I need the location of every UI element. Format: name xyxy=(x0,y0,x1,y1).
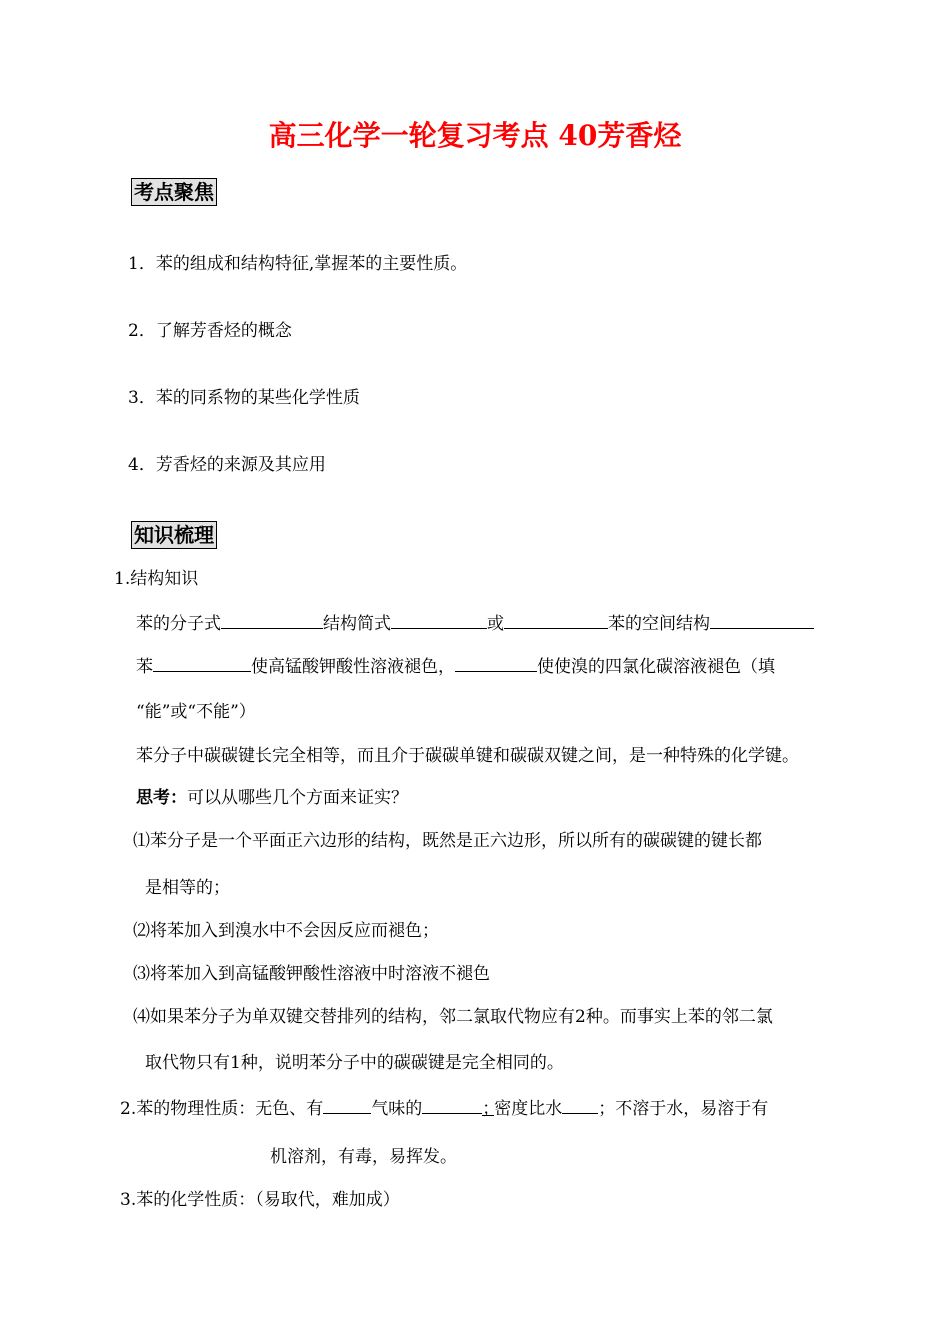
blank-odor[interactable] xyxy=(323,1095,371,1114)
physical-text-c-blank xyxy=(482,1097,500,1119)
think-label: 思考： xyxy=(136,788,187,808)
blank-structural-formula-alt[interactable] xyxy=(504,610,608,629)
physical-text-d: 密度比水 xyxy=(494,1099,563,1119)
point-4a: ⑷如果苯分子为单双键交替排列的结构，邻二氯取代物应有2种。而事实上苯的邻二氯 xyxy=(133,1007,773,1027)
text-space-structure-label: 苯的空间结构 xyxy=(608,614,710,634)
text-bromine: 使使溴的四氯化碳溶液褪色（填 xyxy=(537,657,775,677)
text-formula-label: 苯的分子式 xyxy=(136,614,221,634)
blank-density[interactable] xyxy=(562,1095,598,1114)
focus-item-4: 4．芳香烃的来源及其应用 xyxy=(128,455,326,475)
physical-line-1 xyxy=(120,1095,768,1121)
think-text: 可以从哪些几个方面来证实？ xyxy=(187,788,408,808)
text-or: 或 xyxy=(487,614,504,634)
blank-kmno4[interactable] xyxy=(153,653,251,672)
blank-state[interactable] xyxy=(422,1095,482,1114)
focus-item-2: 2．了解芳香烃的概念 xyxy=(128,321,292,341)
point-1a: ⑴苯分子是一个平面正六边形的结构，既然是正六边形，所以所有的碳碳键的键长都 xyxy=(133,831,762,851)
structure-line-1 xyxy=(136,610,814,636)
page-title: 高三化学一轮复习考点 40芳香烃 xyxy=(268,119,682,152)
physical-text-c: ； xyxy=(482,1099,500,1119)
blank-bromine[interactable] xyxy=(455,653,537,672)
section-review-label: 知识梳理 xyxy=(131,521,217,549)
think-line xyxy=(136,786,408,810)
structure-line-3: “能”或“不能”） xyxy=(136,702,256,722)
point-3: ⑶将苯加入到高锰酸钾酸性溶液中时溶液不褪色 xyxy=(133,964,490,984)
focus-item-1: 1．苯的组成和结构特征,掌握苯的主要性质。 xyxy=(128,254,468,274)
text-structure-label: 结构简式 xyxy=(323,614,391,634)
structure-line-2 xyxy=(136,653,775,679)
point-2: ⑵将苯加入到溴水中不会因反应而褪色； xyxy=(133,921,439,941)
physical-text-e: ；不溶于水，易溶于有 xyxy=(598,1099,769,1119)
structure-heading: 1.结构知识 xyxy=(114,569,199,589)
focus-item-3: 3．苯的同系物的某些化学性质 xyxy=(128,388,360,408)
physical-line-2: 机溶剂，有毒，易挥发。 xyxy=(270,1147,457,1167)
blank-molecular-formula[interactable] xyxy=(221,610,323,629)
point-4b: 取代物只有1种，说明苯分子中的碳碳键是完全相同的。 xyxy=(145,1053,564,1073)
structure-line-4: 苯分子中碳碳键长完全相等，而且介于碳碳单键和碳碳双键之间，是一种特殊的化学键。 xyxy=(136,746,799,766)
physical-text-b: 气味的 xyxy=(371,1099,423,1119)
section-focus-label: 考点聚焦 xyxy=(131,178,217,206)
physical-text-a: 2.苯的物理性质：无色、有 xyxy=(120,1099,324,1119)
text-benzene: 苯 xyxy=(136,657,153,677)
blank-space-structure[interactable] xyxy=(710,610,814,629)
point-1b: 是相等的； xyxy=(145,878,230,898)
text-kmno4: 使高锰酸钾酸性溶液褪色， xyxy=(251,657,455,677)
blank-structural-formula[interactable] xyxy=(391,610,487,629)
chemical-line: 3.苯的化学性质：（易取代，难加成） xyxy=(120,1190,400,1210)
